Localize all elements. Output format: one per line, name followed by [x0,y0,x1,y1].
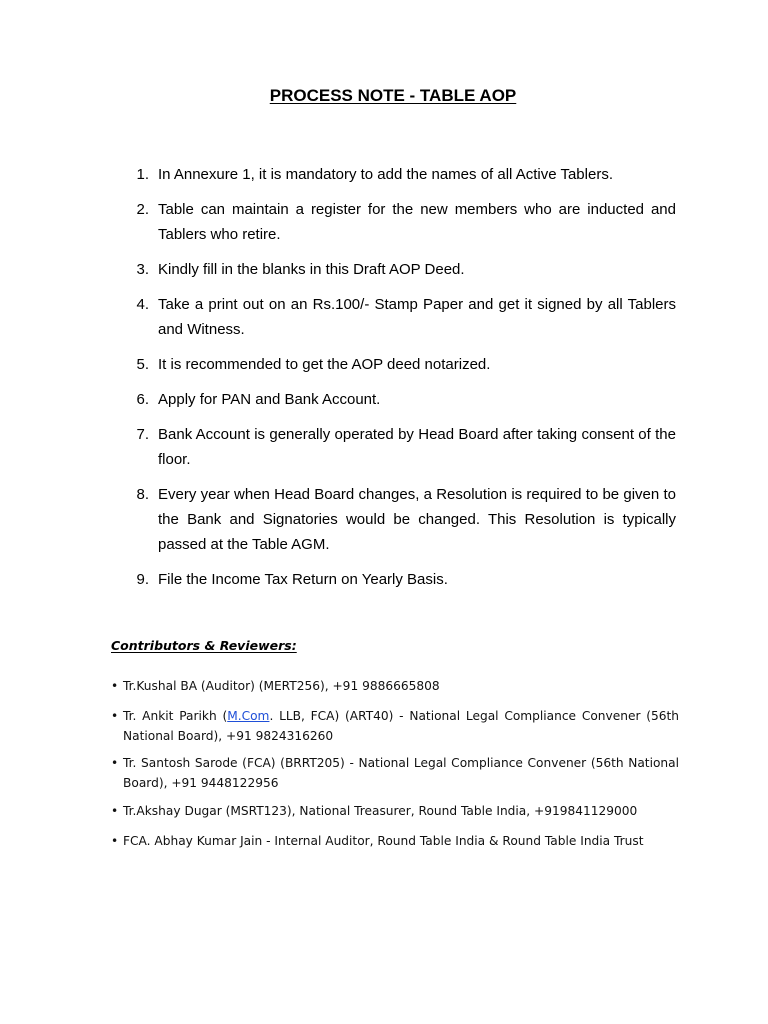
step-text: It is recommended to get the AOP deed notarized. [158,356,491,373]
contributors-heading: Contributors & Reviewers: [111,638,297,653]
contributor-text-after: . LLB, FCA) (ART40) - National Legal Compliance Convener (56th National Board), +91 9824316260 [123,709,679,743]
contributor-text: Tr.Akshay Dugar (MSRT123), National Treasurer, Round Table India, +919841129000 [123,804,638,818]
step-number: 3. [136,261,149,278]
step-number: 5. [136,356,149,373]
bullet-icon: • [111,756,119,770]
step-text: Every year when Head Board changes, a Resolution is required to be given to the Bank and Signatories would be changed. This Resolution is typically passed at the Table AGM. [158,486,676,553]
page-title: PROCESS NOTE - TABLE AOP [269,86,517,105]
step-number: 7. [136,426,149,443]
mcom-link[interactable]: M.Com [227,709,270,723]
step-number: 2. [136,201,149,218]
contributor-text: Tr. Santosh Sarode (FCA) (BRRT205) - National Legal Compliance Convener (56th National Board), +91 9448122956 [123,756,679,790]
step-number: 6. [136,391,149,408]
contributor-text [123,706,679,746]
step-number: 8. [136,486,149,503]
step-text: Apply for PAN and Bank Account. [158,391,381,408]
contributor-text-before: Tr. Ankit Parikh ( [123,709,228,723]
step-text: Take a print out on an Rs.100/- Stamp Paper and get it signed by all Tablers and Witness. [158,296,676,338]
step-number: 4. [136,296,149,313]
contributor-text: FCA. Abhay Kumar Jain - Internal Auditor, Round Table India & Round Table India Trust [123,834,644,848]
step-number: 1. [136,166,149,183]
step-text: In Annexure 1, it is mandatory to add the names of all Active Tablers. [158,166,613,183]
contributor-text: Tr.Kushal BA (Auditor) (MERT256), +91 9886665808 [123,679,440,693]
bullet-icon: • [111,709,119,723]
bullet-icon: • [111,804,119,818]
step-text: Bank Account is generally operated by Head Board after taking consent of the floor. [158,426,676,468]
step-number: 9. [136,571,149,588]
bullet-icon: • [111,834,119,848]
step-text: File the Income Tax Return on Yearly Basis. [158,571,448,588]
step-text: Kindly fill in the blanks in this Draft AOP Deed. [158,261,465,278]
bullet-icon: • [111,679,119,693]
step-text: Table can maintain a register for the new members who are inducted and Tablers who retire. [158,201,676,243]
